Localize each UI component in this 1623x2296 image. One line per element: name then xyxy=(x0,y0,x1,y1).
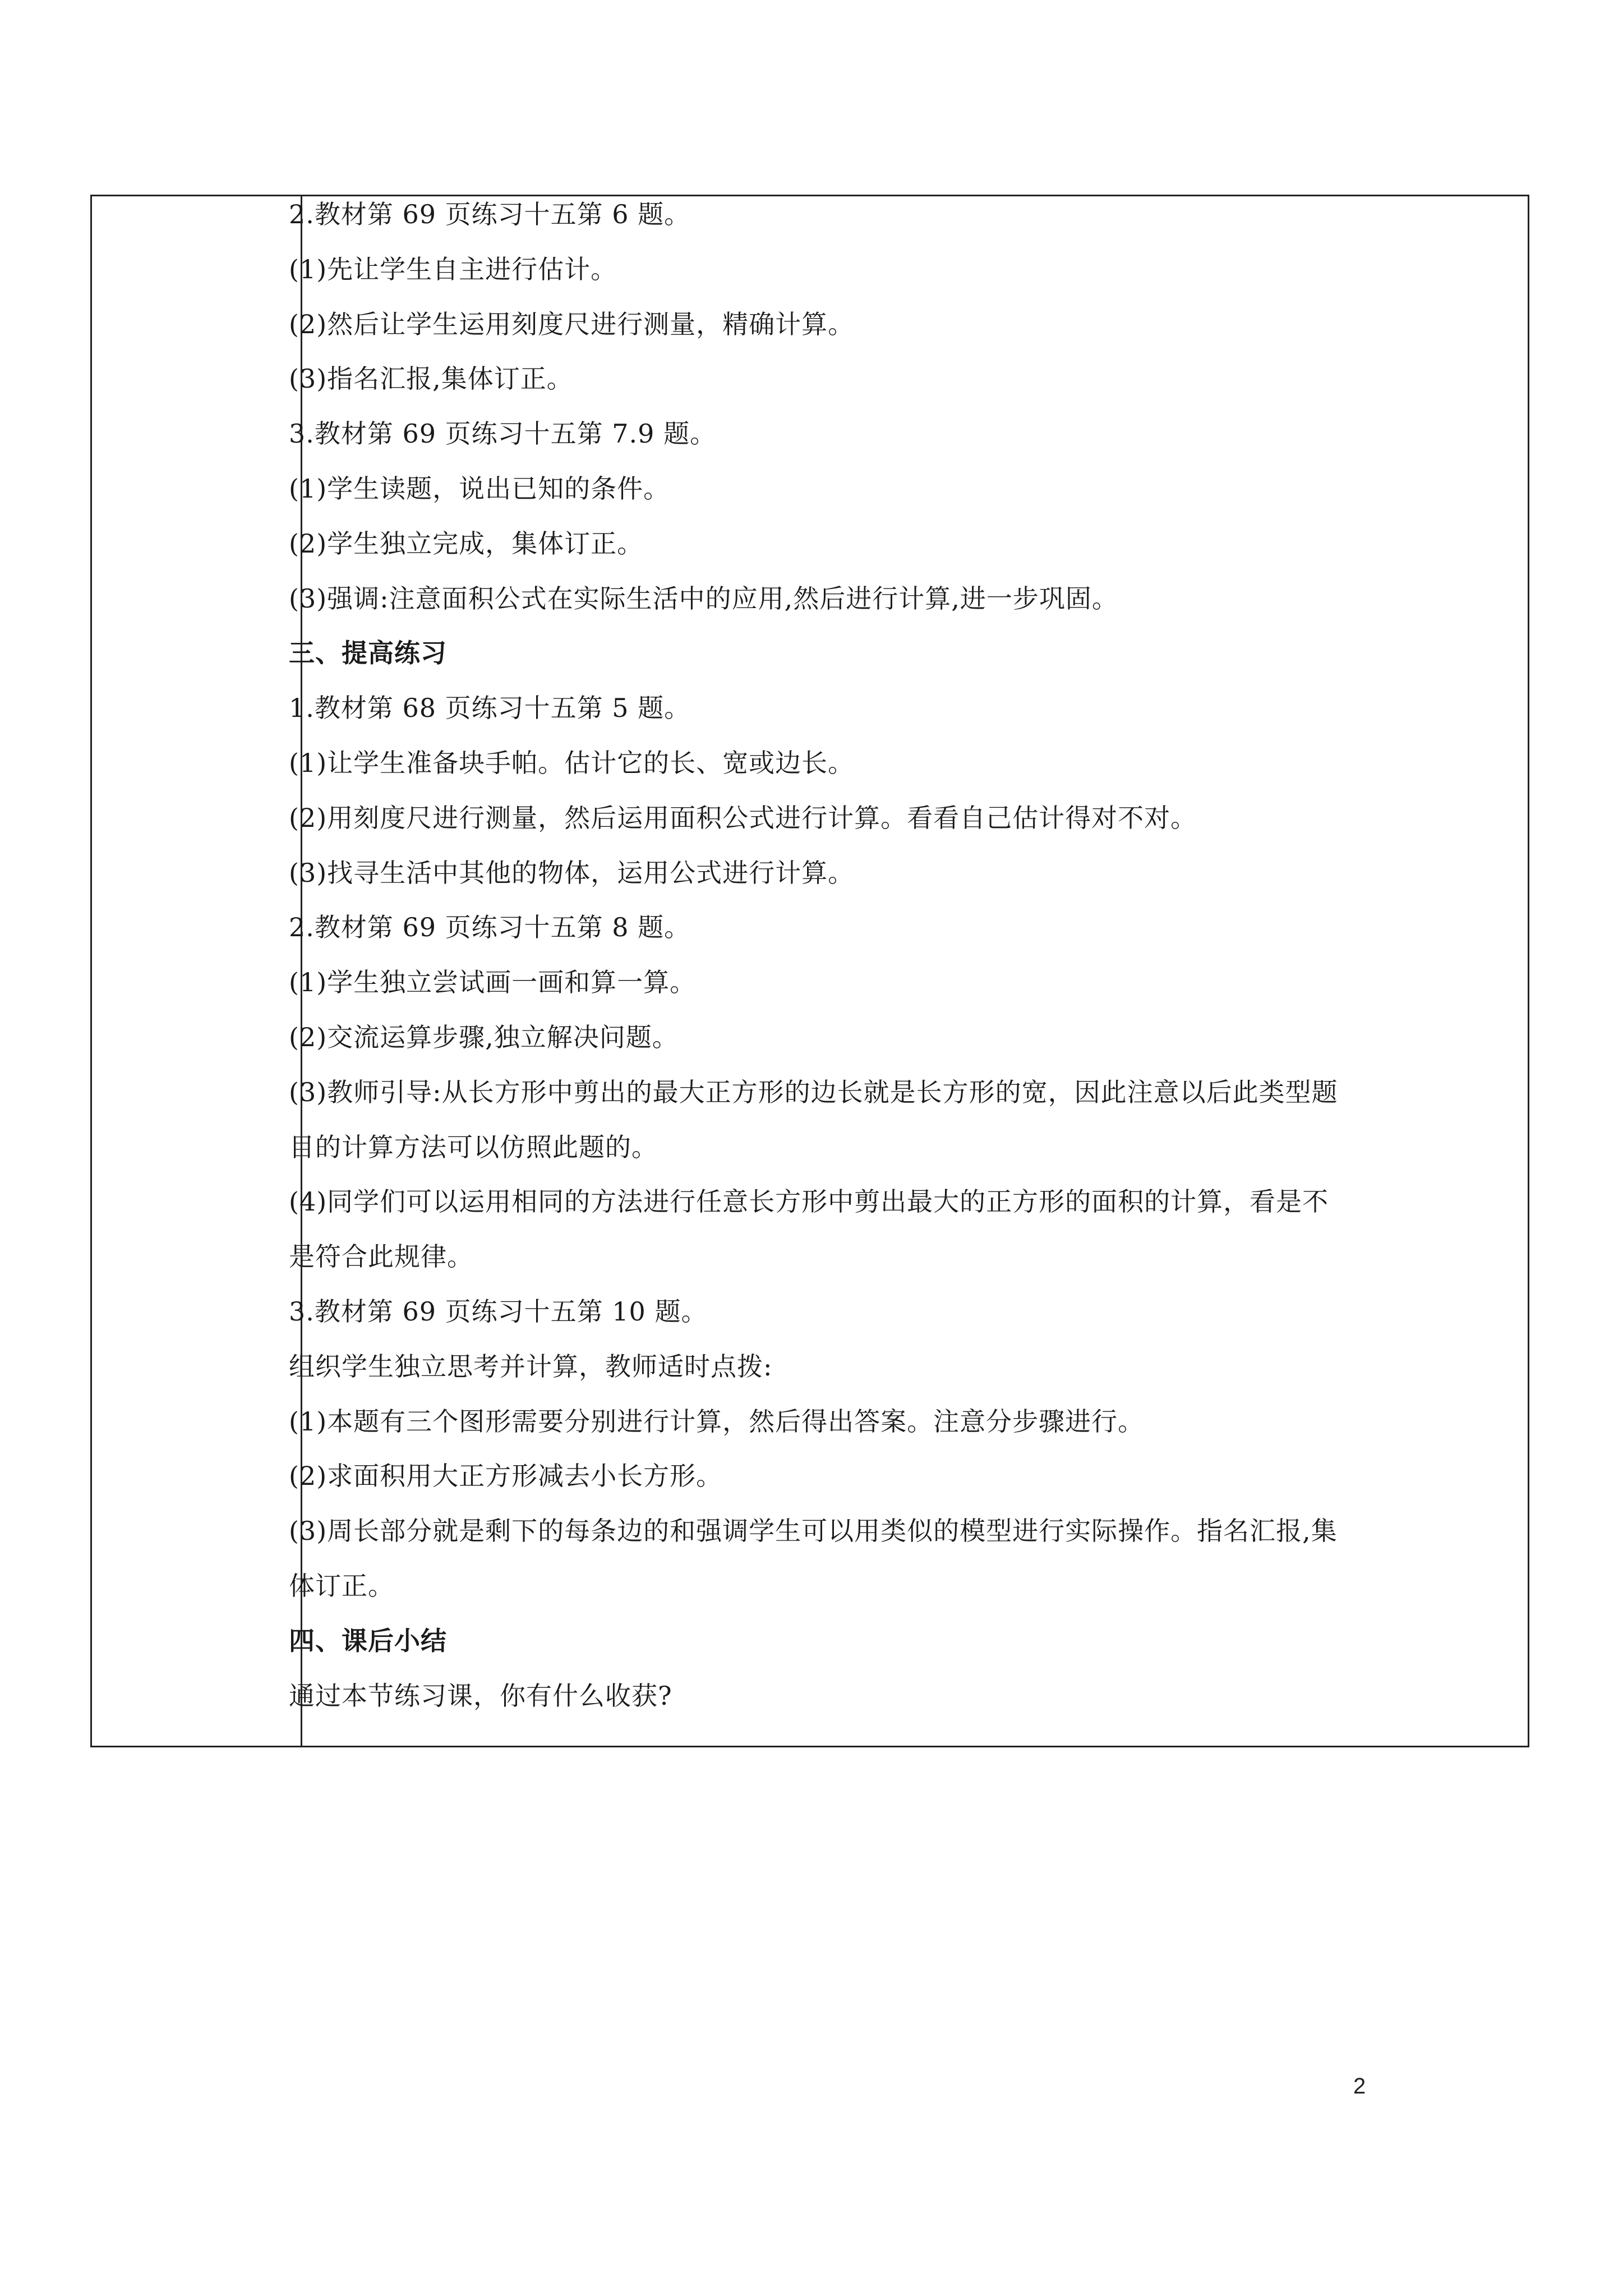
content-line: 通过本节练习课，你有什么收获? xyxy=(289,1681,672,1711)
content-line: (2)用刻度尺进行测量，然后运用面积公式进行计算。看看自己估计得对不对。 xyxy=(289,803,1197,833)
content-line: (1)学生独立尝试画一画和算一算。 xyxy=(289,967,697,997)
content-line: (1)先让学生自主进行估计。 xyxy=(289,254,617,284)
content-line: 1.教材第 68 页练习十五第 5 题。 xyxy=(289,693,691,723)
content-line: (1)学生读题，说出已知的条件。 xyxy=(289,473,670,504)
content-line: (1)本题有三个图形需要分别进行计算，然后得出答案。注意分步骤进行。 xyxy=(289,1406,1145,1437)
content-line: 2.教材第 69 页练习十五第 8 题。 xyxy=(289,912,691,942)
content-line: (2)交流运算步骤,独立解决问题。 xyxy=(289,1022,679,1052)
content-line: 3.教材第 69 页练习十五第 10 题。 xyxy=(289,1296,708,1327)
content-line: (1)让学生准备块手帕。估计它的长、宽或边长。 xyxy=(289,748,855,778)
content-line: (3)周长部分就是剩下的每条边的和强调学生可以用类似的模型进行实际操作。指名汇报,集 xyxy=(289,1516,1338,1546)
content-line: 3.教材第 69 页练习十五第 7.9 题。 xyxy=(289,418,717,449)
content-line: 目的计算方法可以仿照此题的。 xyxy=(289,1132,658,1162)
left-empty-cell xyxy=(92,196,301,1746)
content-line: (2)学生独立完成，集体订正。 xyxy=(289,528,644,559)
content-line: (3)强调:注意面积公式在实际生活中的应用,然后进行计算,进一步巩固。 xyxy=(289,583,1118,614)
content-line: 2.教材第 69 页练习十五第 6 题。 xyxy=(289,199,691,229)
content-line: 是符合此规律。 xyxy=(289,1241,473,1272)
content-line: (2)求面积用大正方形减去小长方形。 xyxy=(289,1461,723,1491)
section-heading: 三、提高练习 xyxy=(289,638,447,668)
content-line: (3)指名汇报,集体订正。 xyxy=(289,364,573,394)
content-line: (3)教师引导:从长方形中剪出的最大正方形的边长就是长方形的宽，因此注意以后此类型题 xyxy=(289,1077,1338,1107)
page-number: 2 xyxy=(1353,2074,1366,2099)
section-heading: 四、课后小结 xyxy=(289,1626,447,1656)
content-line: (2)然后让学生运用刻度尺进行测量，精确计算。 xyxy=(289,309,855,339)
content-line: (4)同学们可以运用相同的方法进行任意长方形中剪出最大的正方形的面积的计算，看是不 xyxy=(289,1186,1329,1217)
content-line: (3)找寻生活中其他的物体，运用公式进行计算。 xyxy=(289,858,855,888)
content-line: 组织学生独立思考并计算，教师适时点拨: xyxy=(289,1351,773,1382)
content-line: 体订正。 xyxy=(289,1571,394,1601)
